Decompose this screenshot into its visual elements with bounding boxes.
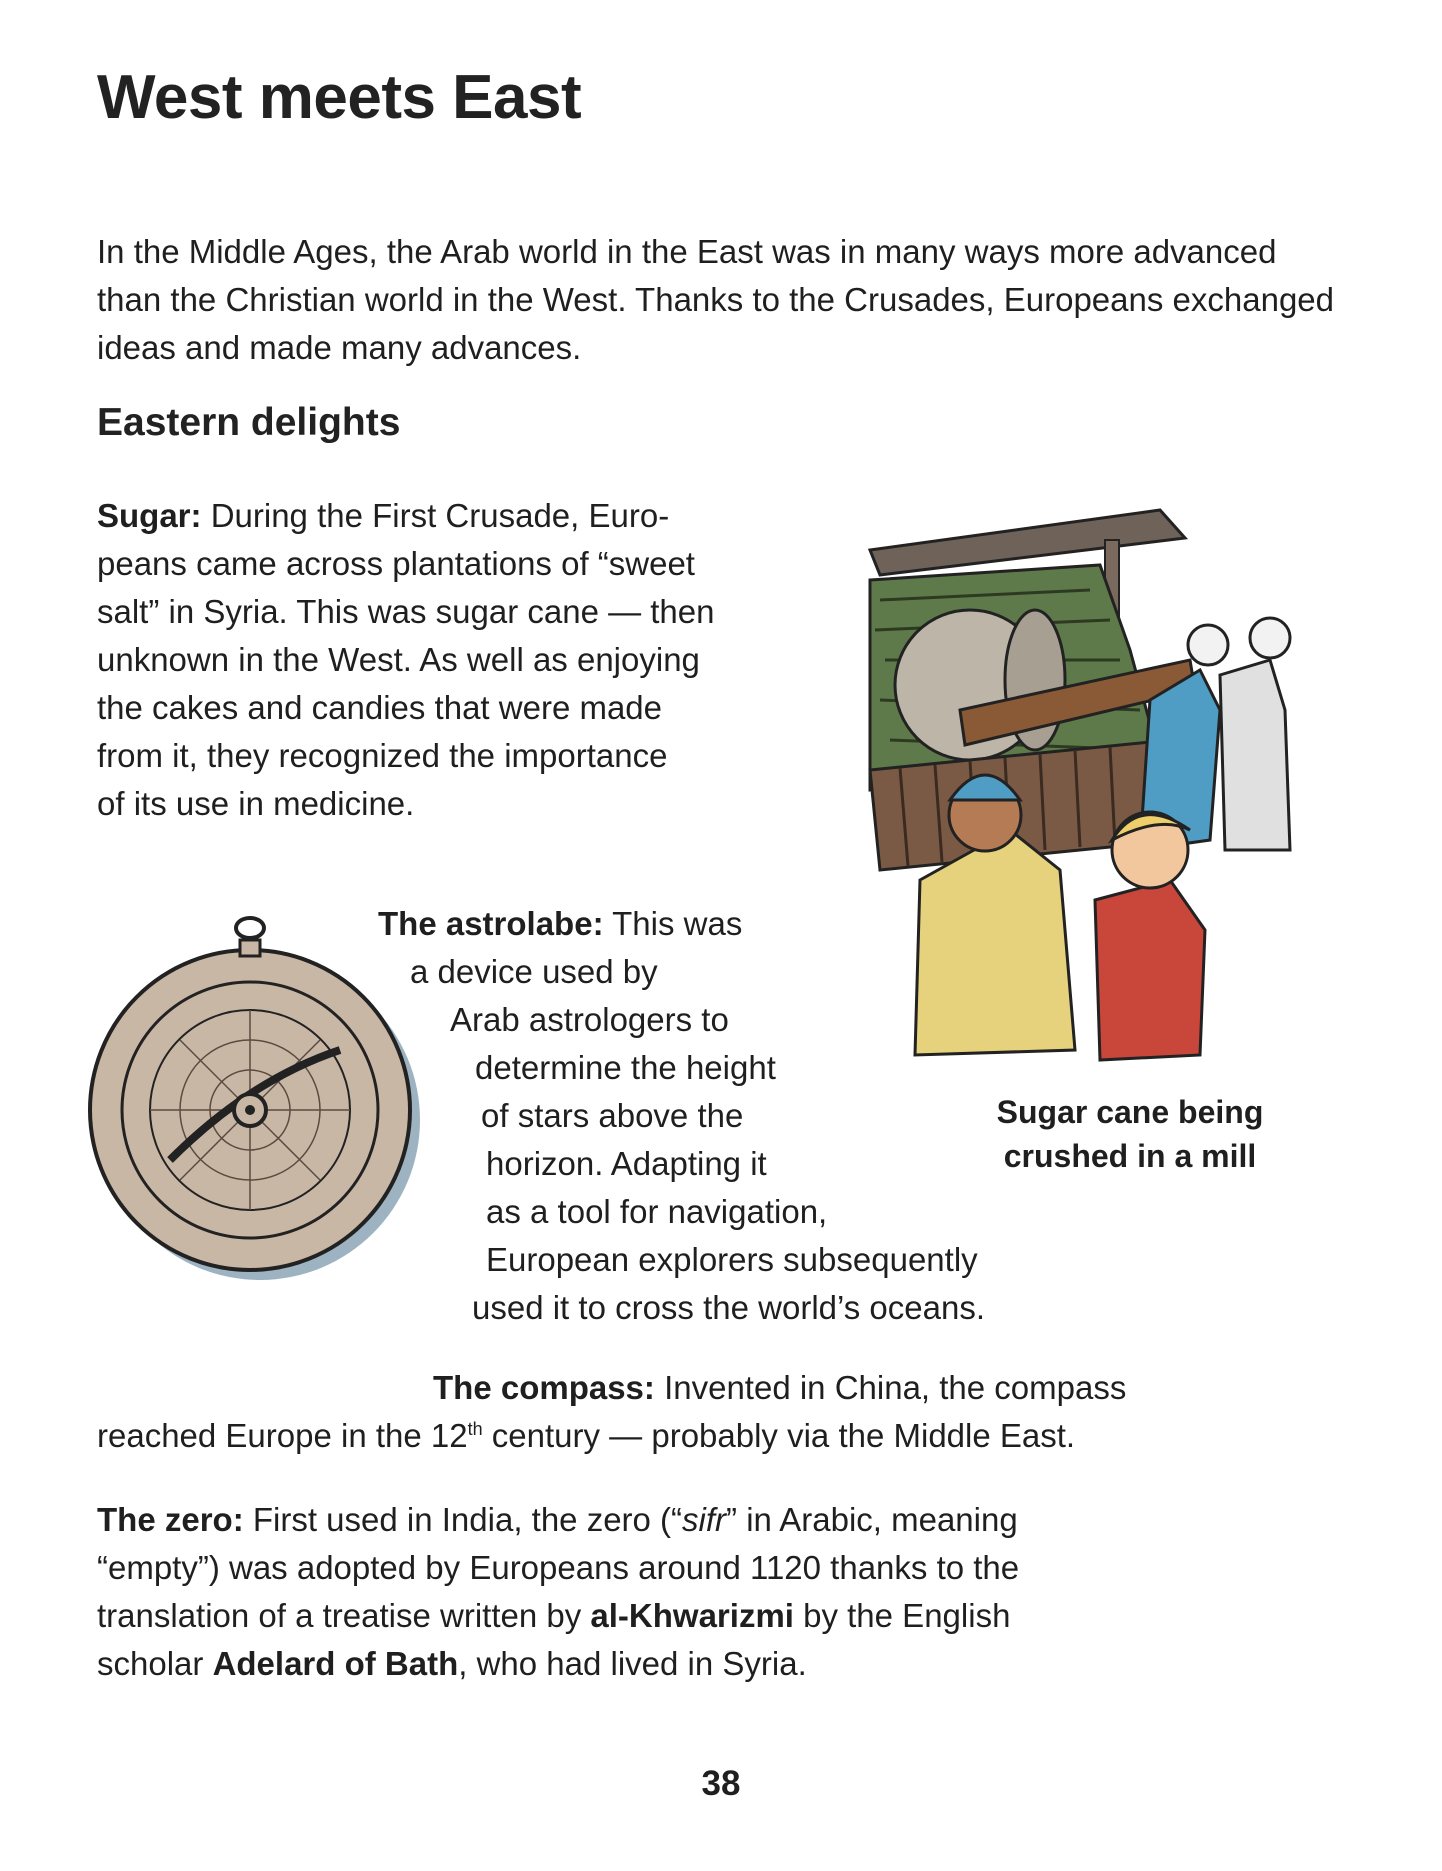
illustration-caption: Sugar cane being crushed in a mill [996,1094,1264,1174]
astrolabe-line: a device used by [410,953,658,990]
sugar-cane-mill-illustration [860,510,1340,1070]
zero-line: translation of a treatise written by al-Khwarizmi by the English [97,1597,1011,1634]
zero-label: The zero: [97,1501,244,1538]
astrolabe-illustration [80,910,430,1310]
section-heading: Eastern delights [97,401,401,444]
compass-line: reached Europe in the 12th century — probably via the Middle East. [97,1417,1076,1454]
compass-line: The compass: Invented in China, the compass [433,1369,1127,1406]
compass-label: The compass: [433,1369,655,1406]
sugar-line: unknown in the West. As well as enjoying [97,641,700,678]
astrolabe-line: horizon. Adapting it [486,1145,767,1182]
astrolabe-line: Arab astrologers to [450,1001,729,1038]
zero-line: scholar Adelard of Bath, who had lived in Syria. [97,1645,807,1682]
astrolabe-line: used it to cross the world’s oceans. [472,1289,985,1326]
astrolabe-line: European explorers subsequently [486,1241,978,1278]
zero-line: The zero: First used in India, the zero (“sifr” in Arabic, meaning [97,1501,1018,1538]
zero-line: “empty”) was adopted by Europeans around 1120 thanks to the [97,1549,1020,1586]
astrolabe-line: as a tool for navigation, [486,1193,828,1230]
astrolabe-label: The astrolabe: [378,905,604,942]
sugar-line: salt” in Syria. This was sugar cane — then [97,593,715,630]
page-number: 38 [701,1764,741,1803]
astrolabe-line: of stars above the [481,1097,744,1134]
sugar-line: the cakes and candies that were made [97,689,663,726]
intro-paragraph: In the Middle Ages, the Arab world in the East was in many ways more advanced than the Christian world in the West. Thanks to the Crusades, Europeans exchanged ideas and made many advances. [97,233,1335,366]
page-title: West meets East [97,63,582,132]
sugar-line: of its use in medicine. [97,785,415,822]
astrolabe-line: The astrolabe: This was [378,905,743,942]
sugar-label: Sugar: [97,497,202,534]
sugar-line: Sugar: During the First Crusade, Euro- [97,497,670,534]
sugar-line: from it, they recognized the importance [97,737,668,774]
sugar-line: peans came across plantations of “sweet [97,545,695,582]
astrolabe-line: determine the height [475,1049,776,1086]
